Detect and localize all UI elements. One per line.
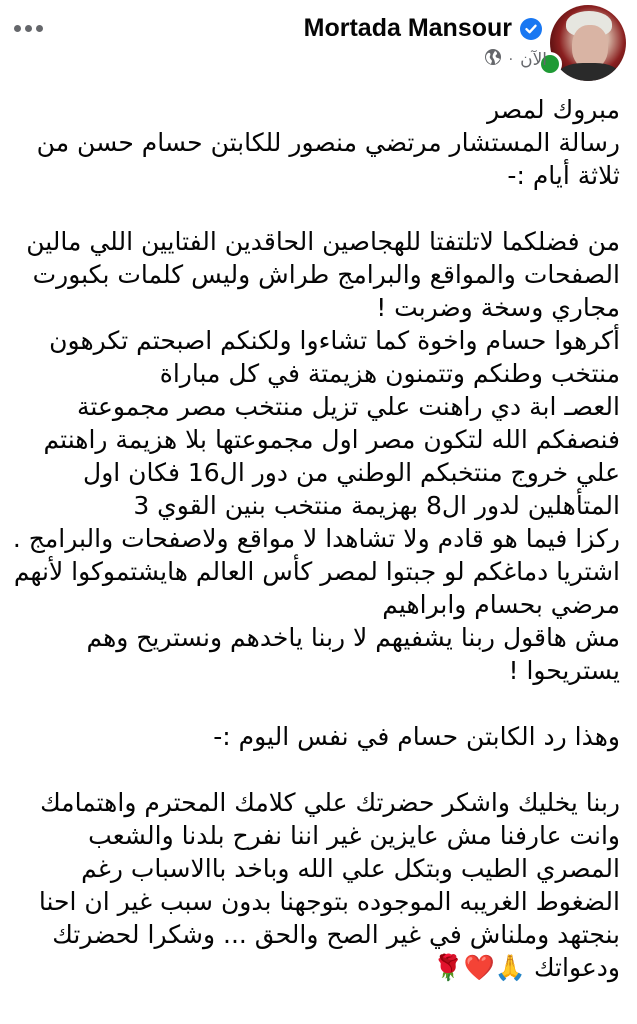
post-line-blank (10, 687, 620, 720)
meta-separator: · (508, 51, 514, 68)
post-line: وهذا رد الكابتن حسام في نفس اليوم :- (213, 722, 620, 751)
post-line: ودعواتك 🙏❤️🌹 (432, 953, 620, 982)
author-header (304, 14, 542, 43)
post-line: المصري الطيب وبتكل علي الله وباخد باالاسباب رغم (81, 854, 620, 883)
post-line: وانت عارفنا مش عايزين غير اننا نفرح بلدنا والشعب (88, 821, 620, 850)
more-options-icon (25, 25, 32, 32)
post-timestamp[interactable]: الآن (520, 49, 547, 70)
verified-badge-icon (520, 18, 542, 40)
post-line: اشتريا دماغكم لو جبتوا لمصر كأس العالم هايشتموكوا لأنهم (13, 557, 620, 586)
post-line: منتخب وطنكم وتتمنون هزيمتة في كل مباراة (159, 359, 620, 388)
post-line: الصفحات والمواقع والبرامج طراش وليس كلمات بكبورت (32, 260, 620, 289)
post-line: مجاري وسخة وضربت ! (376, 293, 620, 322)
post-line: يستريحوا ! (508, 656, 620, 685)
author-avatar[interactable] (550, 5, 626, 81)
more-options-button[interactable] (14, 20, 50, 36)
post-line: العصـ ابة دي راهنت علي تزيل منتخب مصر مجموعتة (77, 392, 620, 421)
post-line: مرضي بحسام وابراهيم (382, 590, 620, 619)
post-meta (484, 48, 547, 71)
post-line: من فضلكما لاتلتفتا للهجاصين الحاقدين الفتايين اللي مالين (26, 227, 620, 256)
post-line: المتأهلين لدور ال8 بهزيمة منتخب بنين القوي 3 (133, 491, 620, 520)
post-line-blank (10, 192, 620, 225)
post-line: بنجتهد وملناش في غير الصح والحق ... وشكرا لحضرتك (52, 920, 620, 949)
avatar-suit (558, 63, 620, 81)
post-line: أكرهوا حسام واخوة كما تشاءوا ولكنكم اصبحتم تكرهون (49, 326, 620, 355)
post-line-blank (10, 753, 620, 786)
post-line: ربنا يخليك واشكر حضرتك علي كلامك المحترم واهتمامك (40, 788, 620, 817)
more-options-icon (14, 25, 21, 32)
globe-icon[interactable] (484, 48, 502, 71)
post-line: الضغوط الغريبه الموجوده بتوجهنا بدون سبب غير ان احنا (38, 887, 620, 916)
post-line: ركزا فيما هو قادم ولا تشاهدا لا مواقع ولاصفحات والبرامج . (12, 524, 620, 553)
more-options-icon (36, 25, 43, 32)
author-name[interactable]: Mortada Mansour (303, 14, 512, 42)
post-line: فنصفكم الله لتكون مصر اول مجموعتها بلا هزيمة راهنتم (43, 425, 620, 454)
post-text (10, 93, 620, 984)
post-line: علي خروج منتخبكم الوطني من دور ال16 فكان اول (83, 458, 620, 487)
post-line: مبروك لمصر (487, 95, 620, 124)
post-line: رسالة المستشار مرتضي منصور للكابتن حسام حسن من (36, 128, 620, 157)
post-line: ثلاثة أيام :- (507, 161, 620, 190)
post-line: مش هاقول ربنا يشفيهم لا ربنا ياخدهم ونستريح وهم (86, 623, 620, 652)
